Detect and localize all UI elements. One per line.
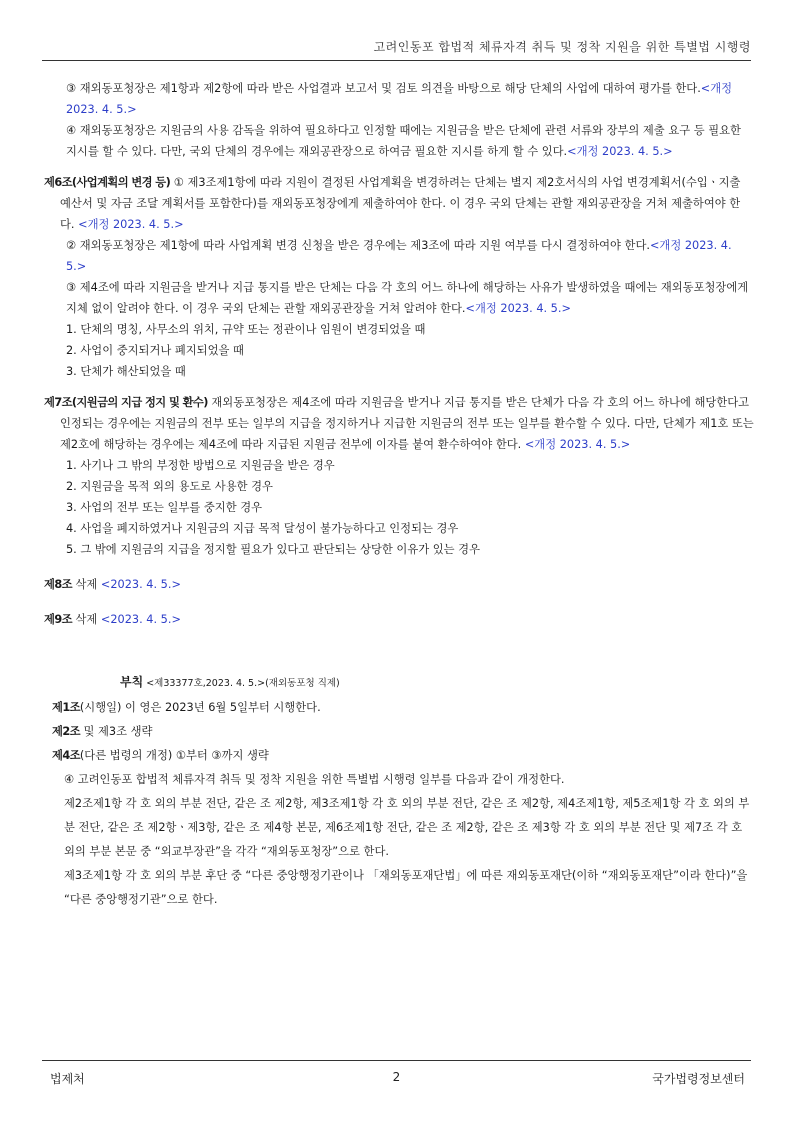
- art8: [44, 574, 754, 595]
- amend-note[interactable]: <개정 2023. 4. 5.>: [524, 438, 631, 451]
- addenda: [44, 670, 754, 912]
- addenda-art1-heading: 제1조: [52, 701, 80, 714]
- art5-para3: [44, 78, 754, 120]
- art7-heading: 제7조(지원금의 지급 정지 및 환수): [44, 396, 208, 409]
- art7-para1-text: 재외동포청장은 제4조에 따라 지원금을 받거나 지급 통지를 받은 단체가 다음 각 호의 어느 하나에 해당한다고 인정되는 경우에는 지원금의 전부 또는 일부의 지급을 정지하거나 지급한 지원금의 전부 또는 일부를 환수할 수 있다. 다만, 단체가 제1호 또는 제2호에 해당하는 경우에는 제4조에 따라 지급된 지원금 전부에 이자를 붙여 환수하여야 한다.: [60, 396, 754, 451]
- art6-para2-text: ② 재외동포청장은 제1항에 따라 사업계획 변경 신청을 받은 경우에는 제3조에 따라 지원 여부를 다시 결정하여야 한다.: [66, 239, 650, 252]
- footer-publisher: 법제처: [50, 1072, 85, 1086]
- art9-heading: 제9조: [44, 613, 72, 626]
- art6-para2: [44, 235, 754, 277]
- addenda-art2-text: 및 제3조 생략: [79, 725, 153, 738]
- addenda-art1-text: (시행일) 이 영은 2023년 6월 5일부터 시행한다.: [79, 701, 321, 714]
- art8-text: 삭제: [71, 578, 101, 591]
- running-header: 고려인동포 합법적 체류자격 취득 및 정착 지원을 위한 특별법 시행령: [373, 40, 751, 54]
- art6-para1: [44, 172, 754, 235]
- art6-heading: 제6조(사업계획의 변경 등): [44, 176, 171, 189]
- spacer: [44, 560, 754, 574]
- list-item: 3. 사업의 전부 또는 일부를 중지한 경우: [66, 501, 263, 514]
- list-item: 2. 사업이 중지되거나 폐지되었을 때: [66, 344, 244, 357]
- addenda-art1: [44, 696, 754, 720]
- addenda-art4-body1: 제2조제1항 각 호 외의 부분 전단, 같은 조 제2항, 제3조제1항 각 호 외의 부분 전단, 같은 조 제2항, 제4조제1항, 제5조제1항 각 호 외의 부분 전단, 같은 조 제2항ㆍ제3항, 같은 조 제4항 본문, 제6조제1항 전단, 같은 조 제2항, 같은 조 제3항 각 호 외의 부분 전단 및 제7조 각 호 외의 부분 본문 중 “외교부장관”을 각각 “재외동포청장”으로 한다.: [64, 797, 750, 858]
- footer-rule: [42, 1060, 751, 1061]
- art6-para1-text: ① 제3조제1항에 따라 지원이 결정된 사업계획을 변경하려는 단체는 별지 제2호서식의 사업 변경계획서(수입ㆍ지출 예산서 및 자금 조달 계획서를 포함한다)를 재외동포청장에게 제출하여야 한다. 이 경우 국외 단체는 관할 재외공관장을 거쳐 제출하여야 한다.: [60, 176, 741, 231]
- list-item: 5. 그 밖에 지원금의 지급을 정지할 필요가 있다고 판단되는 상당한 이유가 있는 경우: [66, 543, 480, 556]
- addenda-art2: [44, 720, 754, 744]
- page-number: 2: [392, 1070, 401, 1084]
- art5-para4-text: ④ 재외동포청장은 지원금의 사용 감독을 위하여 필요하다고 인정할 때에는 지원금을 받은 단체에 관련 서류와 장부의 제출 요구 등 필요한 지시를 할 수 있다. 다만, 국외 단체의 경우에는 재외공관장으로 하여금 필요한 지시를 하게 할 수 있다.: [66, 124, 741, 158]
- list-item: 1. 사기나 그 밖의 부정한 방법으로 지원금을 받은 경우: [66, 459, 335, 472]
- amend-note[interactable]: <2023. 4. 5.>: [100, 613, 181, 626]
- footer-source: 국가법령정보센터: [652, 1072, 745, 1086]
- art6-para3-text: ③ 제4조에 따라 지원금을 받거나 지급 통지를 받은 단체는 다음 각 호의 어느 하나에 해당하는 사유가 발생하였을 때에는 재외동포청장에게 지체 없이 알려야 한다. 이 경우 국외 단체는 관할 재외공관장을 거쳐 알려야 한다.: [66, 281, 749, 315]
- amend-note[interactable]: <개정 2023. 4. 5.>: [66, 239, 732, 273]
- art5-para4: [44, 120, 754, 162]
- addenda-art4: [44, 744, 754, 768]
- addenda-reference: <제33377호,2023. 4. 5.>(재외동포청 직제): [143, 678, 340, 689]
- addenda-title: [44, 670, 754, 696]
- art8-heading: 제8조: [44, 578, 72, 591]
- spacer: [44, 162, 754, 172]
- addenda-art4-para4: ④ 고려인동포 합법적 체류자격 취득 및 정착 지원을 위한 특별법 시행령 일부를 다음과 같이 개정한다.: [64, 773, 565, 786]
- header-rule: [42, 60, 751, 61]
- document-body: [44, 78, 754, 912]
- art5-para3-text: ③ 재외동포청장은 제1항과 제2항에 따라 받은 사업결과 보고서 및 검토 의견을 바탕으로 해당 단체의 사업에 대하여 평가를 한다.: [66, 82, 701, 95]
- addenda-art4-text: (다른 법령의 개정) ①부터 ③까지 생략: [79, 749, 269, 762]
- art9: [44, 609, 754, 630]
- spacer: [44, 382, 754, 392]
- art7-para1: [44, 392, 754, 455]
- addenda-art2-heading: 제2조: [52, 725, 80, 738]
- amend-note[interactable]: <개정 2023. 4. 5.>: [66, 82, 733, 116]
- addenda-heading: 부칙: [120, 675, 144, 689]
- addenda-art4-heading: 제4조: [52, 749, 80, 762]
- list-item: 3. 단체가 해산되었을 때: [66, 365, 186, 378]
- art9-text: 삭제: [71, 613, 101, 626]
- list-item: 4. 사업을 폐지하였거나 지원금의 지급 목적 달성이 불가능하다고 인정되는 경우: [66, 522, 459, 535]
- amend-note[interactable]: <개정 2023. 4. 5.>: [78, 218, 184, 231]
- spacer: [44, 595, 754, 609]
- spacer: [44, 630, 754, 670]
- art6-para3: [44, 277, 754, 319]
- list-item: 2. 지원금을 목적 외의 용도로 사용한 경우: [66, 480, 273, 493]
- amend-note[interactable]: <2023. 4. 5.>: [100, 578, 181, 591]
- amend-note[interactable]: <개정 2023. 4. 5.>: [567, 145, 673, 158]
- list-item: 1. 단체의 명칭, 사무소의 위치, 규약 또는 정관이나 임원이 변경되었을 때: [66, 323, 426, 336]
- amend-note[interactable]: <개정 2023. 4. 5.>: [465, 302, 571, 315]
- addenda-art4-body2: 제3조제1항 각 호 외의 부분 후단 중 “다른 중앙행정기관이나 「재외동포재단법」에 따른 재외동포재단(이하 “재외동포재단”이라 한다)”을 “다른 중앙행정기관”으로 한다.: [64, 869, 748, 906]
